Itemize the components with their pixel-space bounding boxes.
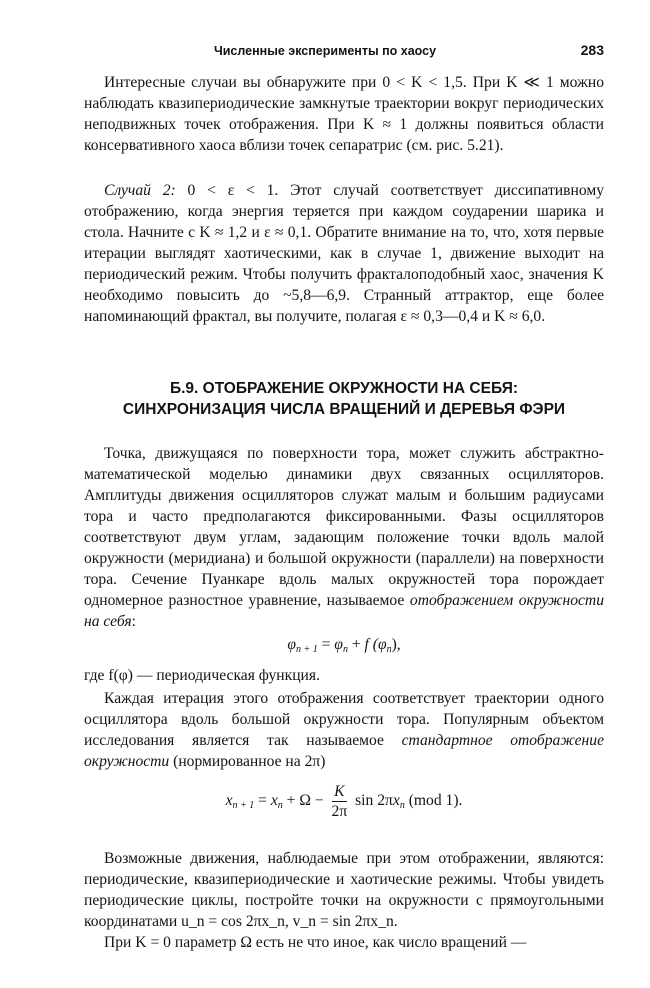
paragraph-motions: Возможные движения, наблюдаемые при этом отображении, являются: периодические, квазипериодические и хаотические режимы. Чтобы увидеть периодические циклы, постройте точки на окружности с прямоугольными координатами u_n = cos 2πx_n, v_n = sin 2πx_n. [84,850,604,930]
torus-tail: : [131,613,136,630]
paragraph-motions-block [84,848,604,953]
paragraph-case2-block [84,180,604,327]
paragraph-torus [84,443,604,632]
equals-sign-2: = [254,792,271,810]
paragraph-interesting-cases: Интересные случаи вы обнаружите при 0 < K < 1,5. При K ≪ 1 можно наблюдать квазипериодические замкнутые траектории вокруг периодических неподвижных точек отображения. При K ≈ 1 должны появиться области консервативного хаоса вблизи точек сепаратрис (см. рис. 5.21). [84,74,604,154]
paragraph-k-zero: При K = 0 параметр Ω есть не что иное, как число вращений — [104,934,527,951]
phi-n-sub: n [342,644,348,655]
function-f: f [364,636,369,653]
iteration-tail: (нормированное на 2π) [169,753,326,770]
paragraph-iteration [84,688,604,772]
function-arg: (φ [368,636,387,653]
phi-n: φ [334,636,343,653]
running-head [0,40,650,60]
x-next: x [225,792,233,810]
fraction-k-over-2pi [332,782,348,821]
function-arg-sub: n [386,644,392,655]
equals-sign: = [317,636,335,653]
paragraph-case2 [84,180,604,327]
x-n: x [270,792,278,810]
paragraph-periodic-function: где f(φ) — периодическая функция. [84,667,320,684]
case2-label: Случай 2: [104,182,176,199]
paragraph-torus-block [84,443,604,632]
paragraph-iteration-block [84,688,604,772]
phi-next: φ [287,636,296,653]
fraction-denominator: 2π [331,803,348,820]
sine-term: sin 2π [351,792,393,810]
x-n-sub: n [277,800,283,812]
circle-map-term: отображением окружности на себя [84,592,604,630]
torus-text: Точка, движущаяся по поверхности тора, может служить абстрактно-математической моделью динамики двух связанных осцилляторов. Амплитуды движения осцилляторов служат малым и большим радиусами тора и часто предполагаются фиксированными. Фазы осцилляторов соответствуют двум углам, задающим положение точки вдоль малой окружности (меридиана) и большой окружности (параллели) на поверхности тора. Сечение Пуанкаре вдоль малых окружностей тора порождает одномерное разностное уравнение, называемое [84,445,604,609]
plus-sign: + [347,636,365,653]
circle-map-equation [84,636,604,654]
iteration-text: Каждая итерация этого отображения соответствует траектории одного осциллятора вдоль большой окружности тора. Популярным объектом исследования является так называемое [84,690,604,749]
standard-map-term: стандартное отображение окружности [84,732,604,770]
sine-x-sub: n [399,800,405,812]
plus-omega: + Ω − [282,792,328,810]
paragraph-intro [84,72,604,156]
page-number: 283 [580,42,604,58]
mod-one: (mod 1). [404,792,463,810]
function-arg-close: ), [391,636,401,653]
section-heading [84,378,604,420]
paragraph-periodic-block [84,665,604,686]
case2-text: 0 < ε < 1. Этот случай соответствует диссипативному отображению, когда энергия теряется при каждом соударении шарика и стола. Начните с K ≈ 1,2 и ε ≈ 0,1. Обратите внимание на то, что, хотя первые итерации выглядят хаотическими, как в случае 1, движение выходит на периодический режим. Чтобы получить фракталоподобный хаос, значения K необходимо повысить до ~5,8—6,9. Странный аттрактор, еще более напоминающий фрактал, вы получите, полагая ε ≈ 0,3—0,4 и K ≈ 6,0. [84,182,604,325]
sine-x: x [392,792,400,810]
running-title: Численные эксперименты по хаосу [213,44,437,58]
x-next-sub: n + 1 [232,800,255,812]
phi-next-sub: n + 1 [295,644,318,655]
section-heading-line1: Б.9. ОТОБРАЖЕНИЕ ОКРУЖНОСТИ НА СЕБЯ: [169,380,519,397]
fraction-numerator: K [332,782,348,802]
standard-map-equation [84,782,604,821]
section-heading-line2: СИНХРОНИЗАЦИЯ ЧИСЛА ВРАЩЕНИЙ И ДЕРЕВЬЯ ФЭРИ [122,401,566,418]
